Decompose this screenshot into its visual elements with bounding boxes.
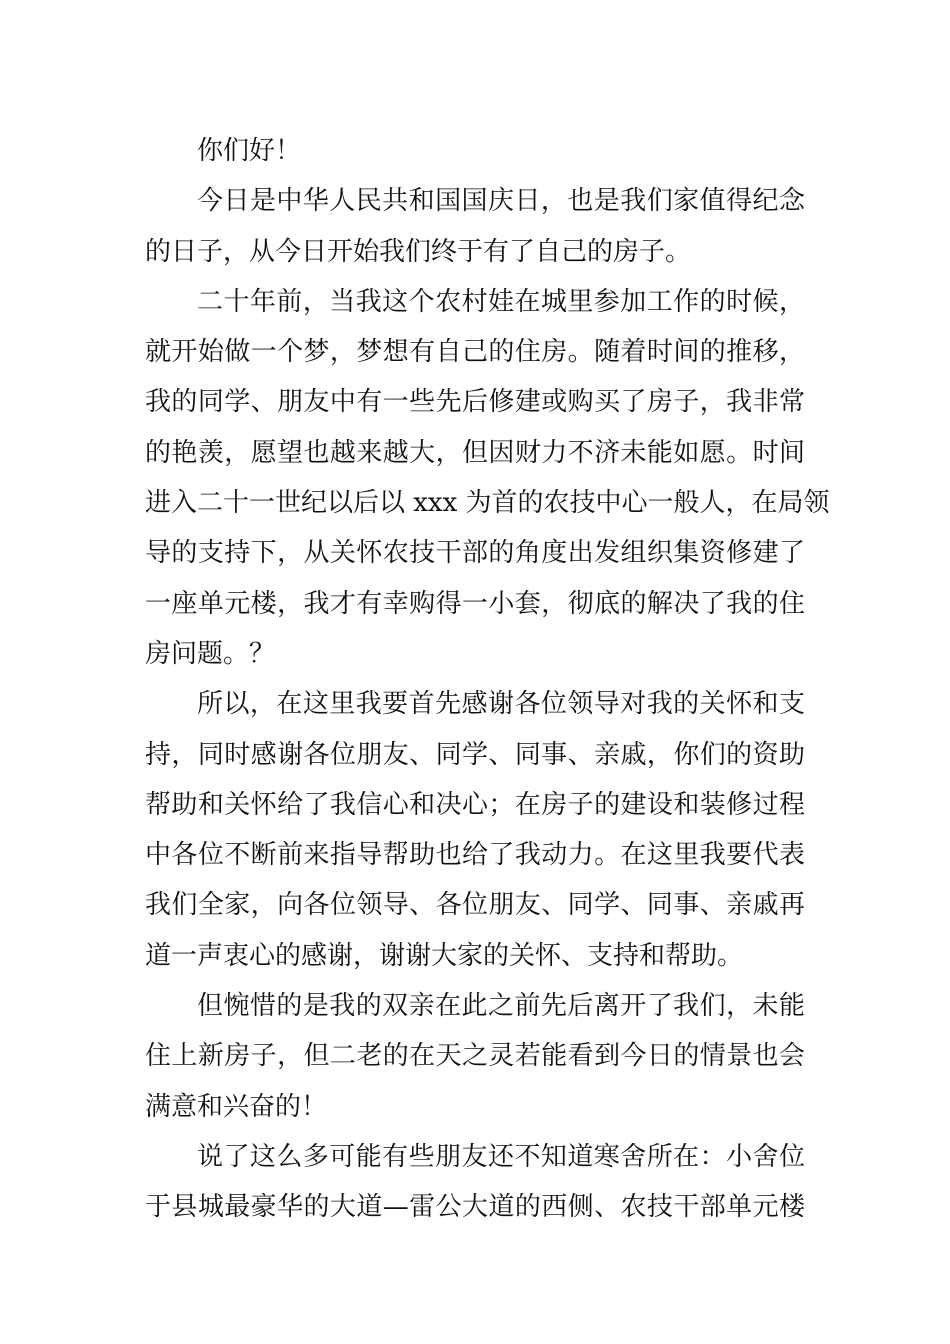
- text-line: 于县城最豪华的大道—雷公大道的西侧、农技干部单元楼: [145, 1192, 805, 1223]
- text-line: 帮助和关怀给了我信心和决心；在房子的建设和装修过程: [145, 789, 805, 820]
- text-line: 的艳羡，愿望也越来越大，但因财力不济未能如愿。时间: [145, 437, 805, 468]
- text-line: 房问题。？: [145, 638, 276, 669]
- text-line: 说了这么多可能有些朋友还不知道寒舍所在：小舍位: [197, 1141, 805, 1172]
- text-line: 满意和兴奋的！: [145, 1091, 328, 1122]
- text-line: 住上新房子，但二老的在天之灵若能看到今日的情景也会: [145, 1041, 805, 1072]
- text-line: 但惋惜的是我的双亲在此之前先后离开了我们，未能: [197, 991, 805, 1022]
- text-line: 一座单元楼，我才有幸购得一小套，彻底的解决了我的住: [145, 588, 805, 619]
- text-line: 导的支持下，从关怀农技干部的角度出发组织集资修建了: [145, 538, 805, 569]
- text-line: 你们好！: [197, 136, 302, 166]
- text-line: 的日子，从今日开始我们终于有了自己的房子。: [145, 236, 692, 267]
- text-line: 我们全家，向各位领导、各位朋友、同学、同事、亲戚再: [145, 890, 805, 921]
- text-line: 进入二十一世纪以后以 xxx 为首的农技中心一般人，在局领: [145, 488, 830, 519]
- text-line: 今日是中华人民共和国国庆日，也是我们家值得纪念: [197, 186, 805, 217]
- text-line: 持，同时感谢各位朋友、同学、同事、亲戚，你们的资助: [145, 739, 805, 770]
- text-line: 二十年前，当我这个农村娃在城里参加工作的时候，: [197, 286, 805, 317]
- text-line: 中各位不断前来指导帮助也给了我动力。在这里我要代表: [145, 840, 805, 871]
- document-page: [145, 126, 830, 1233]
- text-line: 道一声衷心的感谢，谢谢大家的关怀、支持和帮助。: [145, 940, 744, 971]
- text-line: 就开始做一个梦，梦想有自己的住房。随着时间的推移，: [145, 337, 805, 368]
- text-line: 我的同学、朋友中有一些先后修建或购买了房子，我非常: [145, 387, 805, 418]
- text-line: 所以，在这里我要首先感谢各位领导对我的关怀和支: [197, 689, 805, 720]
